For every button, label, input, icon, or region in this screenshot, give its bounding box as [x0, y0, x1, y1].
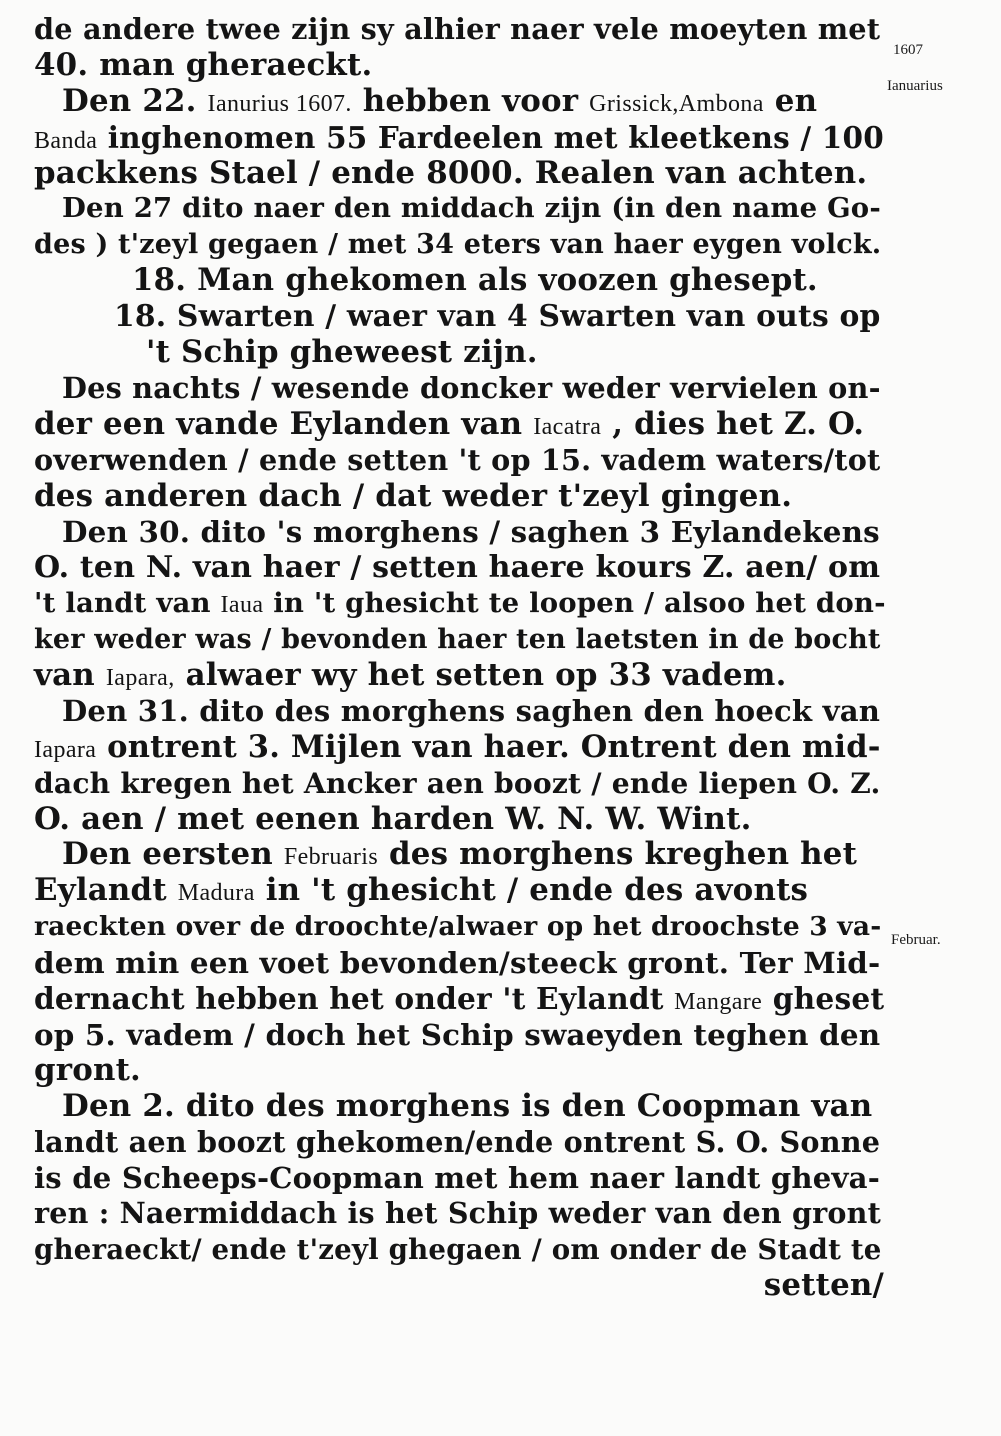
text-span: des morghens kreghen het: [378, 836, 858, 873]
text-line: [34, 981, 884, 1017]
text-line: Den 2. dito des morghens is den Coopman van: [62, 1087, 873, 1124]
text-span-roman: Iapara: [34, 736, 97, 763]
text-span: ontrent 3. Mijlen van haer. Ontrent den mid-: [96, 728, 881, 765]
text-line: is de Scheeps-Coopman met hem naer landt gheva-: [34, 1160, 880, 1195]
text-span-roman: Banda: [34, 127, 98, 154]
text-line: gheraeckt/ ende t'zeyl ghegaen / om onder de Stadt te: [34, 1233, 882, 1267]
text-line: 18. Man ghekomen als voozen ghesept.: [132, 262, 818, 299]
text-line: [34, 84, 884, 120]
text-line: ren : Naermiddach is het Schip weder van den gront: [34, 1196, 881, 1231]
text-line: [34, 873, 884, 909]
text-span: Eylandt: [34, 872, 178, 909]
text-span: inghenomen 55 Fardeelen met kleetkens / 100: [97, 119, 884, 155]
text-line: Des nachts / wesende doncker weder vervielen on-: [62, 370, 881, 405]
text-span-roman: Ianurius 1607.: [207, 90, 352, 117]
text-span: dernacht hebben het onder 't Eylandt: [34, 981, 675, 1017]
text-line: landt aen boozt ghekomen/ende ontrent S. O. Sonne: [34, 1124, 881, 1159]
text-line: Den 27 dito naer den middach zijn (in den name Go-: [62, 192, 881, 225]
journal-text: [34, 12, 884, 1304]
text-line: dem min een voet bevonden/steeck gront. Ter Mid-: [34, 945, 881, 981]
text-line: O. ten N. van haer / setten haere kours Z. aen/ om: [34, 550, 881, 586]
text-line: de andere twee zijn sy alhier naer vele moeyten met: [34, 12, 881, 46]
text-line: ker weder was / bevonden haer ten laetsten in de bocht: [34, 624, 881, 656]
text-line: raeckten over de droochte/alwaer op het droochste 3 va-: [34, 911, 882, 943]
text-line: [34, 658, 884, 694]
margin-note-januarius: Ianuarius: [887, 78, 943, 94]
text-line: op 5. vadem / doch het Schip swaeyden teghen den: [34, 1016, 881, 1052]
text-line: packkens Stael / ende 8000. Realen van achten.: [34, 154, 868, 191]
text-span: Den eersten: [62, 836, 284, 873]
text-line: dach kregen het Ancker aen boozt / ende liepen O. Z.: [34, 766, 881, 800]
text-span-roman: Iaua: [220, 592, 264, 619]
text-line: Den 30. dito 's morghens / saghen 3 Eylandekens: [62, 514, 880, 550]
text-span: en: [763, 82, 818, 119]
text-span: in 't ghesicht te loopen / alsoo het don-: [263, 587, 886, 620]
text-span: alwaer wy het setten op 33 vadem.: [174, 657, 787, 694]
text-span-roman: Februaris: [283, 844, 379, 871]
text-line-catchword: setten/: [763, 1267, 884, 1304]
text-line: [34, 407, 884, 443]
text-span-roman: Iapara,: [105, 665, 175, 692]
text-span: , dies het Z. O.: [601, 405, 865, 442]
text-line: 't Schip gheweest zijn.: [146, 334, 538, 371]
text-line: overwenden / ende setten 't op 15. vadem waters/tot: [34, 442, 881, 477]
text-line: gront.: [34, 1051, 141, 1088]
text-span: hebben voor: [351, 82, 590, 119]
text-span: Den 22.: [62, 82, 208, 119]
margin-note-year: 1607: [893, 42, 923, 58]
text-line: O. aen / met eenen harden W. N. W. Wint.: [34, 800, 752, 837]
text-line: 18. Swarten / waer van 4 Swarten van outs op: [114, 299, 881, 335]
text-span-roman: Grissick,Ambona: [589, 90, 764, 117]
text-span: van: [34, 657, 106, 694]
text-line: 40. man gheraeckt.: [34, 46, 373, 83]
text-line: des anderen dach / dat weder t'zeyl gingen.: [34, 477, 793, 514]
text-span: in 't ghesicht / ende des avonts: [254, 872, 809, 909]
text-line: [34, 120, 884, 156]
text-span-roman: Mangare: [674, 989, 763, 1016]
text-span: gheset: [762, 981, 885, 1017]
text-span: der een vande Eylanden van: [34, 405, 534, 442]
text-span-roman: Madura: [177, 880, 255, 907]
text-line: [34, 586, 884, 622]
text-span-roman: Iacatra: [533, 413, 602, 440]
text-span: 't landt van: [34, 587, 221, 620]
text-line: Den 31. dito des morghens saghen den hoeck van: [62, 693, 881, 728]
text-line: [34, 730, 884, 766]
margin-note-februarius: Februar.: [891, 932, 941, 948]
text-line: [34, 837, 884, 873]
text-line: des ) t'zeyl gegaen / met 34 eters van haer eygen volck.: [34, 229, 882, 261]
